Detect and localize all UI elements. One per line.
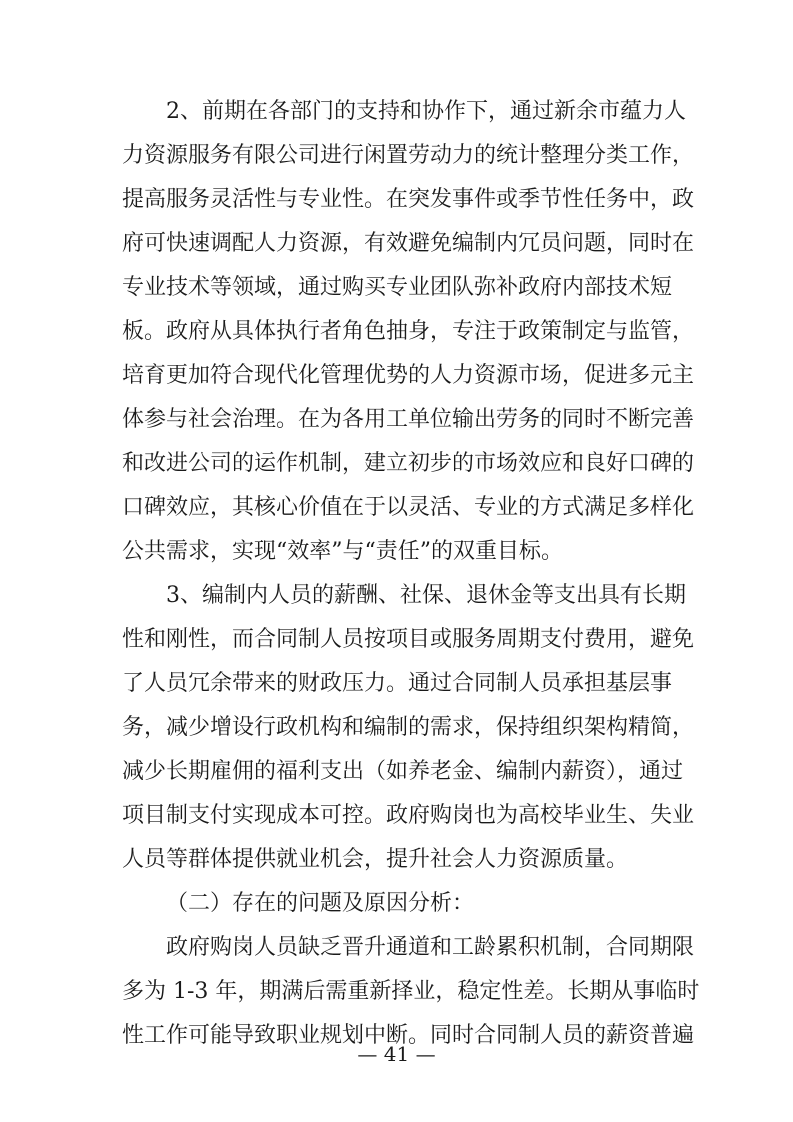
text-line: 多为 1-3 年，期满后需重新择业，稳定性差。长期从事临时 bbox=[122, 979, 700, 1004]
text-line: 专业技术等领域，通过购买专业团队弥补政府内部技术短 bbox=[122, 275, 673, 300]
text-line: 提高服务灵活性与专业性。在突发事件或季节性任务中，政 bbox=[122, 187, 695, 212]
text-line: 减少长期雇佣的福利支出（如养老金、编制内薪资），通过 bbox=[122, 759, 684, 784]
text-line: 和改进公司的运作机制，建立初步的市场效应和良好口碑的 bbox=[122, 451, 695, 476]
text-line: 务，减少增设行政机构和编制的需求，保持组织架构精简， bbox=[122, 715, 695, 740]
section-heading: （二）存在的问题及原因分析： bbox=[166, 891, 475, 916]
text-line: 政府购岗人员缺乏晋升通道和工龄累积机制，合同期限 bbox=[166, 935, 695, 960]
text-line: 了人员冗余带来的财政压力。通过合同制人员承担基层事 bbox=[122, 671, 673, 696]
text-line: 性和刚性，而合同制人员按项目或服务周期支付费用，避免 bbox=[122, 627, 695, 652]
page-number: — 41 — bbox=[357, 1042, 436, 1066]
text-line: 项目制支付实现成本可控。政府购岗也为高校毕业生、失业 bbox=[122, 803, 695, 828]
text-line: 力资源服务有限公司进行闲置劳动力的统计整理分类工作， bbox=[122, 143, 695, 168]
text-line: 培育更加符合现代化管理优势的人力资源市场，促进多元主 bbox=[122, 363, 695, 388]
text-line: 府可快速调配人力资源，有效避免编制内冗员问题，同时在 bbox=[122, 231, 695, 256]
text-line: 性工作可能导致职业规划中断。同时合同制人员的薪资普遍 bbox=[122, 1023, 695, 1048]
text-line: 体参与社会治理。在为各用工单位输出劳务的同时不断完善 bbox=[122, 407, 695, 432]
text-line: 板。政府从具体执行者角色抽身，专注于政策制定与监管， bbox=[122, 319, 695, 344]
text-line: 3、编制内人员的薪酬、社保、退休金等支出具有长期 bbox=[166, 583, 686, 608]
text-line: 2、前期在各部门的支持和协作下，通过新余市蕴力人 bbox=[166, 99, 686, 124]
text-line: 公共需求，实现“效率”与“责任”的双重目标。 bbox=[122, 539, 563, 564]
text-line: 口碑效应，其核心价值在于以灵活、专业的方式满足多样化 bbox=[122, 495, 695, 520]
text-line: 人员等群体提供就业机会，提升社会人力资源质量。 bbox=[122, 847, 629, 872]
